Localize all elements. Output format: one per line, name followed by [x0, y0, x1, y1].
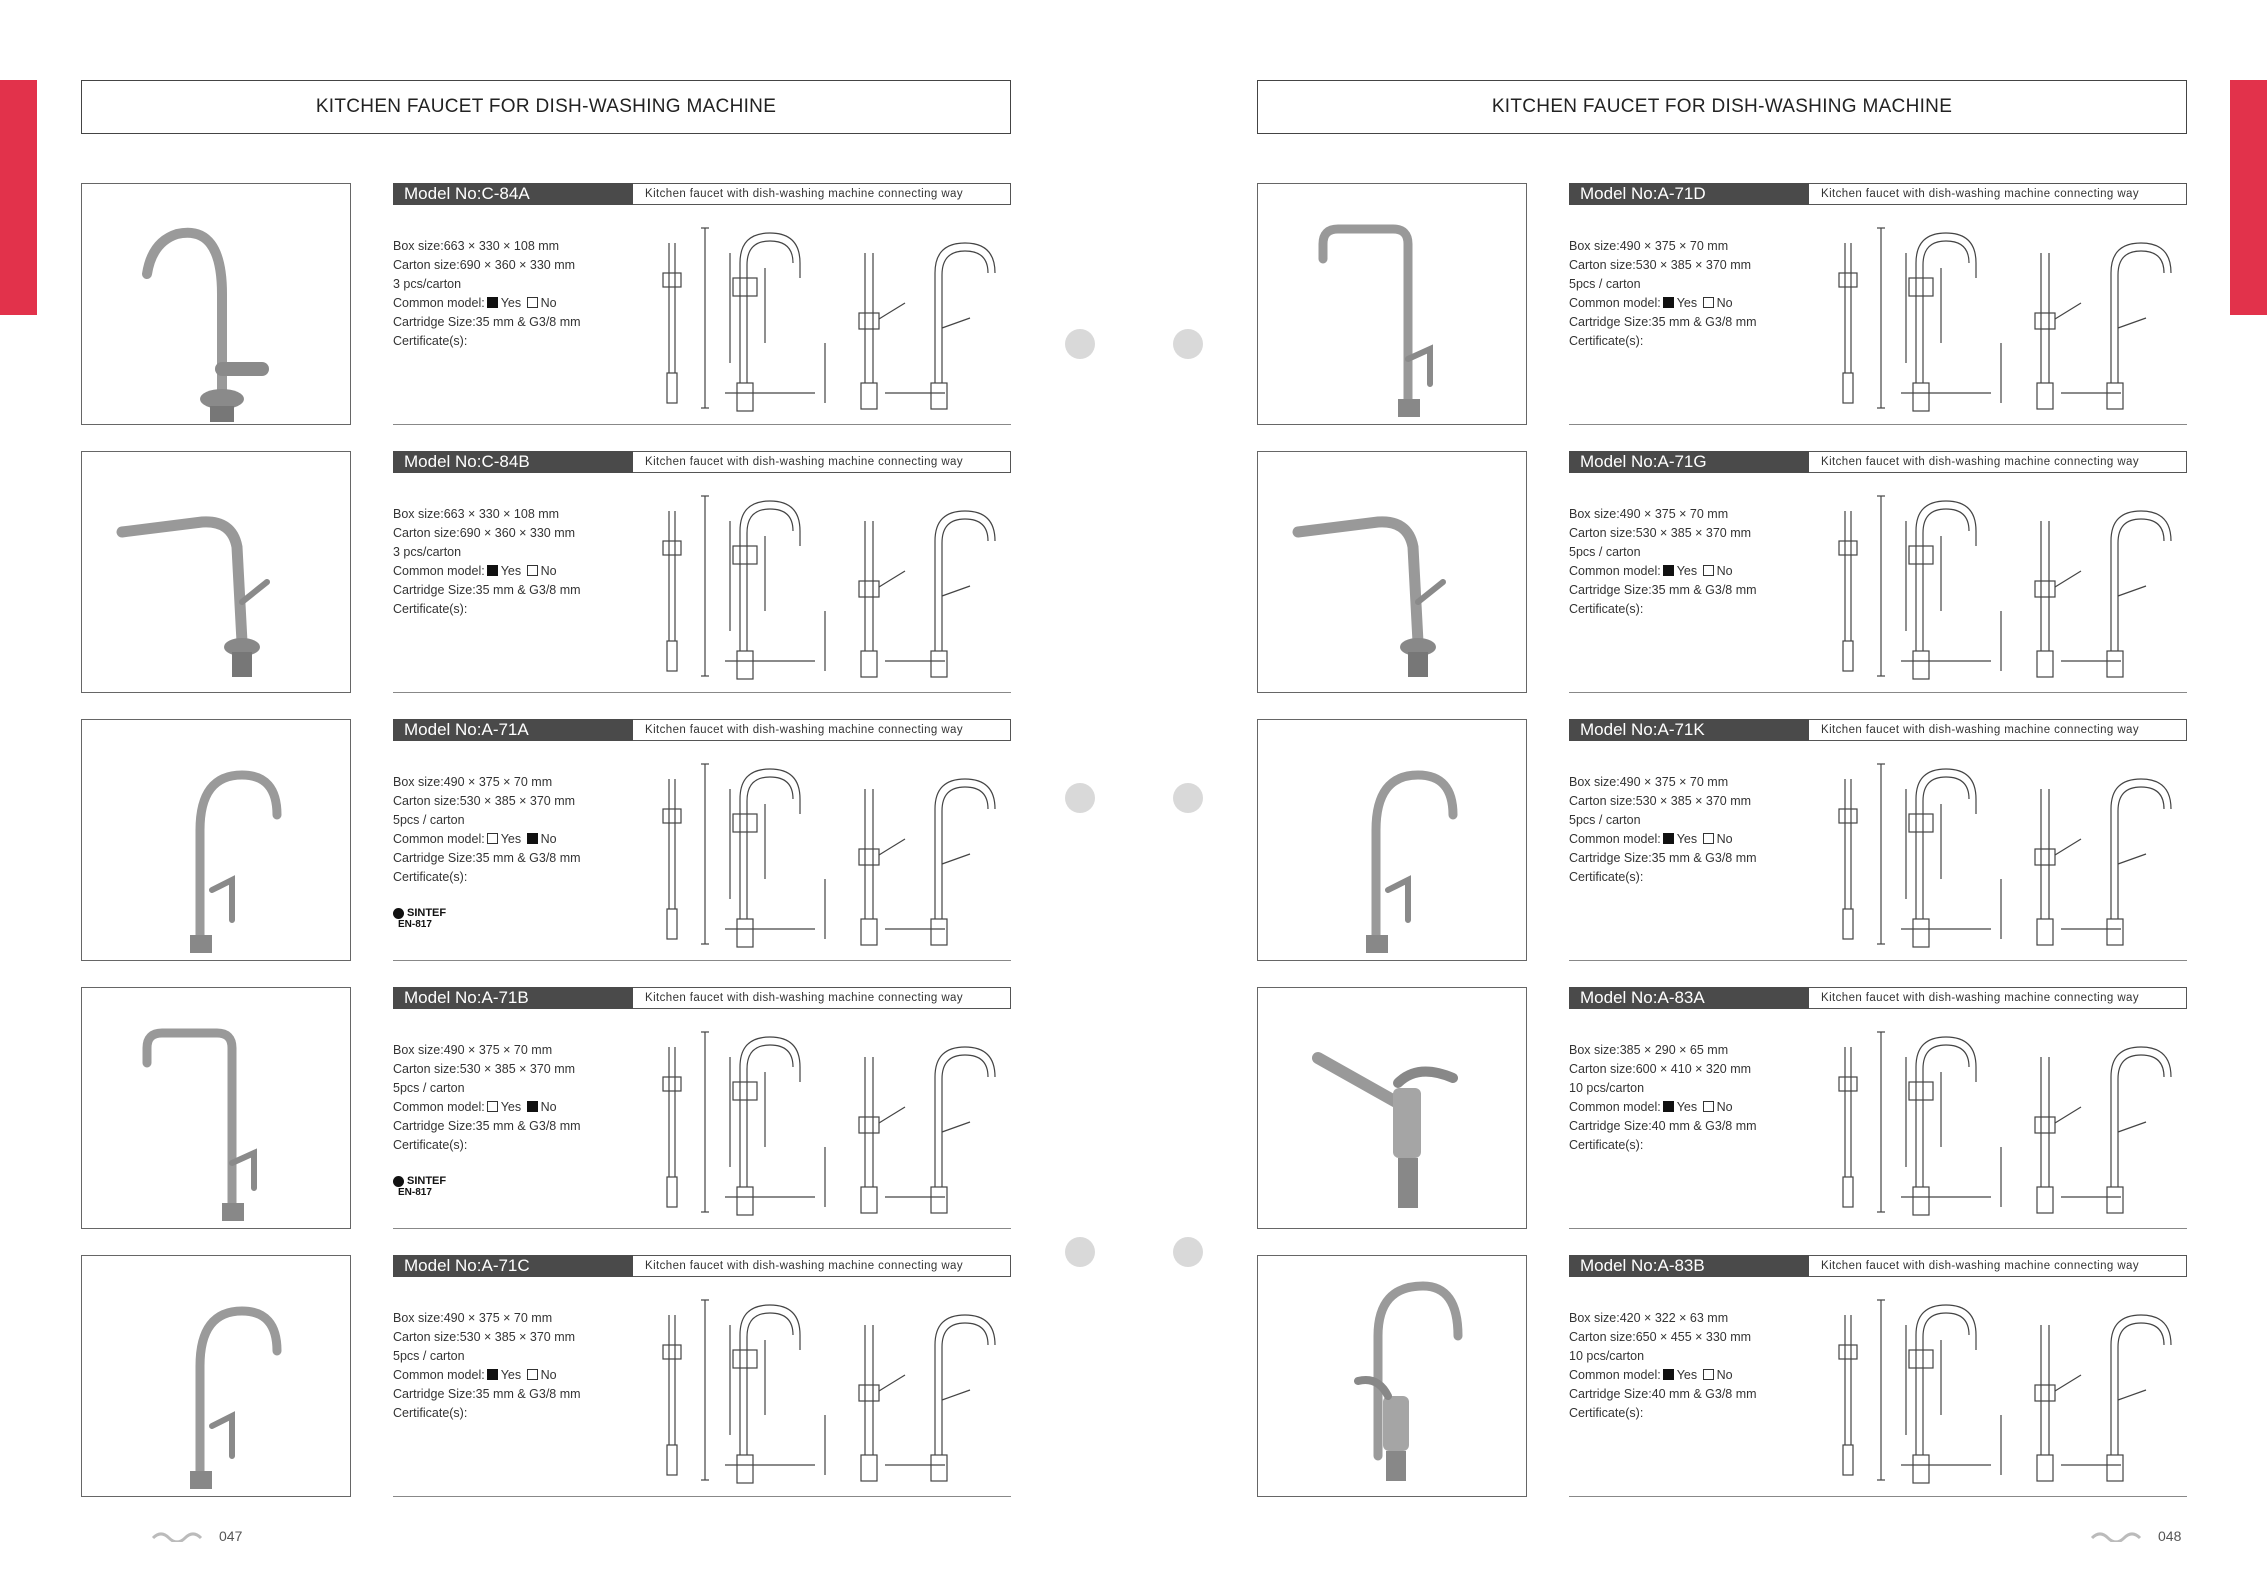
model-number: Model No:A-71K: [1569, 719, 1809, 741]
product-entry: [81, 451, 1011, 693]
certificates-label: Certificate(s):: [393, 1406, 468, 1420]
no-checkbox-icon: [1703, 833, 1714, 844]
cartridge-size: Cartridge Size:40 mm & G3/8 mm: [1569, 1119, 1757, 1133]
no-label: No: [540, 296, 557, 310]
cartridge-size: Cartridge Size:35 mm & G3/8 mm: [1569, 583, 1757, 597]
page-header: KITCHEN FAUCET FOR DISH-WASHING MACHINE: [81, 80, 1011, 134]
model-number: Model No:A-71B: [393, 987, 633, 1009]
dimension-drawing: [1821, 223, 2187, 413]
yes-checkbox-icon: [487, 565, 498, 576]
page-header: KITCHEN FAUCET FOR DISH-WASHING MACHINE: [1257, 80, 2187, 134]
technical-drawing-icon: [645, 1027, 1011, 1217]
spec-list: [393, 773, 643, 887]
common-model-row: [393, 830, 643, 849]
product-info: [1569, 451, 2187, 693]
product-photo: [1257, 719, 1527, 961]
product-info: [393, 719, 1011, 961]
spec-list: [1569, 1309, 1819, 1423]
common-model-label: Common model:: [1569, 832, 1661, 846]
spine-dot: [1173, 329, 1203, 359]
no-checkbox-icon: [527, 833, 538, 844]
model-description: Kitchen faucet with dish-washing machine connecting way: [1809, 451, 2187, 473]
box-size: Box size:385 × 290 × 65 mm: [1569, 1043, 1729, 1057]
cartridge-size: Cartridge Size:40 mm & G3/8 mm: [1569, 1387, 1757, 1401]
spine-dot: [1065, 1237, 1095, 1267]
spec-list: [393, 1041, 643, 1155]
product-entry: [81, 183, 1011, 425]
certificate-standard: EN-817: [398, 919, 432, 930]
carton-size: Carton size:530 × 385 × 370 mm: [393, 1062, 576, 1076]
cartridge-size: Cartridge Size:35 mm & G3/8 mm: [1569, 315, 1757, 329]
yes-label: Yes: [500, 1100, 522, 1114]
spec-list: [393, 237, 643, 351]
yes-checkbox-icon: [1663, 1101, 1674, 1112]
technical-drawing-icon: [1821, 1295, 2187, 1485]
model-bar: [1569, 987, 2187, 1009]
common-model-row: [393, 1098, 643, 1117]
model-description: Kitchen faucet with dish-washing machine connecting way: [633, 1255, 1011, 1277]
certificates-label: Certificate(s):: [393, 602, 468, 616]
spec-list: [393, 505, 643, 619]
red-edge-tab-right: [2230, 80, 2267, 315]
certificates-label: Certificate(s):: [393, 334, 468, 348]
model-description: Kitchen faucet with dish-washing machine connecting way: [1809, 719, 2187, 741]
yes-checkbox-icon: [1663, 297, 1674, 308]
certificate-mark: SINTEF: [407, 907, 447, 919]
no-label: No: [540, 1368, 557, 1382]
common-model-label: Common model:: [1569, 1368, 1661, 1382]
no-label: No: [1716, 1100, 1733, 1114]
cartridge-size: Cartridge Size:35 mm & G3/8 mm: [393, 1119, 581, 1133]
model-bar: [1569, 183, 2187, 205]
product-photo: [1257, 451, 1527, 693]
spec-list: [1569, 237, 1819, 351]
page-footer: [2090, 1528, 2181, 1544]
carton-size: Carton size:530 × 385 × 370 mm: [1569, 794, 1752, 808]
carton-size: Carton size:530 × 385 × 370 mm: [393, 794, 576, 808]
product-entry: [1257, 987, 2187, 1229]
no-checkbox-icon: [1703, 565, 1714, 576]
common-model-label: Common model:: [1569, 1100, 1661, 1114]
model-description: Kitchen faucet with dish-washing machine connecting way: [633, 183, 1011, 205]
dimension-drawing: [1821, 491, 2187, 681]
common-model-row: [393, 1366, 643, 1385]
yes-checkbox-icon: [1663, 1369, 1674, 1380]
product-info: [1569, 987, 2187, 1229]
dimension-drawing: [645, 1027, 1011, 1217]
model-bar: [393, 987, 1011, 1009]
model-bar: [1569, 451, 2187, 473]
faucet-icon: [1258, 988, 1528, 1230]
cartridge-size: Cartridge Size:35 mm & G3/8 mm: [393, 583, 581, 597]
packing-qty: 5pcs / carton: [393, 1081, 465, 1095]
common-model-label: Common model:: [393, 564, 485, 578]
common-model-label: Common model:: [393, 1368, 485, 1382]
model-number: Model No:A-71G: [1569, 451, 1809, 473]
yes-label: Yes: [500, 1368, 522, 1382]
technical-drawing-icon: [1821, 759, 2187, 949]
model-number: Model No:A-71D: [1569, 183, 1809, 205]
common-model-row: [1569, 1098, 1819, 1117]
cartridge-size: Cartridge Size:35 mm & G3/8 mm: [393, 1387, 581, 1401]
no-checkbox-icon: [1703, 1369, 1714, 1380]
product-info: [1569, 1255, 2187, 1497]
packing-qty: 10 pcs/carton: [1569, 1081, 1645, 1095]
certificate-standard: EN-817: [398, 1187, 432, 1198]
red-edge-tab-left: [0, 80, 37, 315]
dimension-drawing: [1821, 1027, 2187, 1217]
no-label: No: [1716, 564, 1733, 578]
product-photo: [81, 719, 351, 961]
technical-drawing-icon: [1821, 223, 2187, 413]
carton-size: Carton size:690 × 360 × 330 mm: [393, 526, 576, 540]
brand-wave-icon: [2090, 1530, 2148, 1542]
box-size: Box size:490 × 375 × 70 mm: [393, 1043, 553, 1057]
cartridge-size: Cartridge Size:35 mm & G3/8 mm: [393, 851, 581, 865]
common-model-label: Common model:: [1569, 564, 1661, 578]
page-number: 047: [219, 1528, 243, 1544]
box-size: Box size:490 × 375 × 70 mm: [393, 775, 553, 789]
product-photo: [1257, 987, 1527, 1229]
spec-list: [1569, 1041, 1819, 1155]
no-label: No: [540, 1100, 557, 1114]
faucet-icon: [1258, 720, 1528, 962]
dimension-drawing: [645, 223, 1011, 413]
yes-label: Yes: [500, 832, 522, 846]
certificates-label: Certificate(s):: [1569, 1138, 1644, 1152]
brand-wave-icon: [151, 1530, 209, 1542]
dimension-drawing: [1821, 1295, 2187, 1485]
cartridge-size: Cartridge Size:35 mm & G3/8 mm: [1569, 851, 1757, 865]
catalog-page-right: [1257, 0, 2187, 1580]
technical-drawing-icon: [645, 759, 1011, 949]
model-number: Model No:A-71A: [393, 719, 633, 741]
packing-qty: 3 pcs/carton: [393, 277, 462, 291]
spec-list: [1569, 773, 1819, 887]
technical-drawing-icon: [645, 223, 1011, 413]
box-size: Box size:490 × 375 × 70 mm: [1569, 775, 1729, 789]
spec-list: [393, 1309, 643, 1423]
dimension-drawing: [1821, 759, 2187, 949]
faucet-icon: [1258, 452, 1528, 694]
common-model-row: [1569, 562, 1819, 581]
yes-checkbox-icon: [487, 833, 498, 844]
product-photo: [81, 987, 351, 1229]
packing-qty: 5pcs / carton: [1569, 277, 1641, 291]
yes-checkbox-icon: [1663, 565, 1674, 576]
product-info: [1569, 719, 2187, 961]
product-photo: [1257, 183, 1527, 425]
catalog-page-left: [81, 0, 1011, 1580]
common-model-label: Common model:: [1569, 296, 1661, 310]
page-footer: [151, 1528, 242, 1544]
no-label: No: [1716, 296, 1733, 310]
yes-checkbox-icon: [487, 1101, 498, 1112]
box-size: Box size:490 × 375 × 70 mm: [1569, 507, 1729, 521]
dimension-drawing: [645, 1295, 1011, 1485]
certificates-label: Certificate(s):: [1569, 602, 1644, 616]
certificate-badge: [393, 1175, 473, 1209]
model-description: Kitchen faucet with dish-washing machine connecting way: [1809, 183, 2187, 205]
carton-size: Carton size:530 × 385 × 370 mm: [1569, 258, 1752, 272]
product-entry: [81, 1255, 1011, 1497]
packing-qty: 5pcs / carton: [1569, 813, 1641, 827]
sintef-logo-icon: [393, 1176, 404, 1187]
spine-dot: [1065, 783, 1095, 813]
no-label: No: [540, 832, 557, 846]
spine-dot: [1173, 783, 1203, 813]
model-description: Kitchen faucet with dish-washing machine connecting way: [633, 451, 1011, 473]
model-number: Model No:A-83A: [1569, 987, 1809, 1009]
dimension-drawing: [645, 759, 1011, 949]
carton-size: Carton size:690 × 360 × 330 mm: [393, 258, 576, 272]
product-entry: [1257, 451, 2187, 693]
product-info: [393, 987, 1011, 1229]
yes-checkbox-icon: [487, 1369, 498, 1380]
faucet-icon: [1258, 1256, 1528, 1498]
product-entry: [1257, 183, 2187, 425]
product-entry: [1257, 719, 2187, 961]
spine-dot: [1173, 1237, 1203, 1267]
model-number: Model No:C-84B: [393, 451, 633, 473]
product-photo: [81, 183, 351, 425]
no-checkbox-icon: [1703, 1101, 1714, 1112]
carton-size: Carton size:530 × 385 × 370 mm: [393, 1330, 576, 1344]
technical-drawing-icon: [645, 491, 1011, 681]
product-info: [393, 451, 1011, 693]
model-description: Kitchen faucet with dish-washing machine connecting way: [633, 719, 1011, 741]
no-checkbox-icon: [527, 1369, 538, 1380]
certificates-label: Certificate(s):: [1569, 1406, 1644, 1420]
product-photo: [1257, 1255, 1527, 1497]
faucet-icon: [82, 1256, 352, 1498]
certificates-label: Certificate(s):: [1569, 334, 1644, 348]
spine-dot: [1065, 329, 1095, 359]
technical-drawing-icon: [1821, 491, 2187, 681]
model-bar: [393, 183, 1011, 205]
spec-list: [1569, 505, 1819, 619]
packing-qty: 5pcs / carton: [1569, 545, 1641, 559]
packing-qty: 5pcs / carton: [393, 813, 465, 827]
no-checkbox-icon: [1703, 297, 1714, 308]
no-label: No: [1716, 1368, 1733, 1382]
faucet-icon: [82, 184, 352, 426]
yes-label: Yes: [500, 296, 522, 310]
carton-size: Carton size:650 × 455 × 330 mm: [1569, 1330, 1752, 1344]
certificate-mark: SINTEF: [407, 1175, 447, 1187]
yes-checkbox-icon: [1663, 833, 1674, 844]
common-model-label: Common model:: [393, 1100, 485, 1114]
box-size: Box size:663 × 330 × 108 mm: [393, 239, 560, 253]
certificates-label: Certificate(s):: [393, 1138, 468, 1152]
yes-label: Yes: [500, 564, 522, 578]
common-model-row: [1569, 294, 1819, 313]
product-info: [1569, 183, 2187, 425]
common-model-row: [1569, 830, 1819, 849]
model-bar: [393, 451, 1011, 473]
product-info: [393, 1255, 1011, 1497]
no-checkbox-icon: [527, 565, 538, 576]
packing-qty: 10 pcs/carton: [1569, 1349, 1645, 1363]
model-description: Kitchen faucet with dish-washing machine connecting way: [633, 987, 1011, 1009]
box-size: Box size:490 × 375 × 70 mm: [393, 1311, 553, 1325]
technical-drawing-icon: [645, 1295, 1011, 1485]
box-size: Box size:663 × 330 × 108 mm: [393, 507, 560, 521]
product-entry: [1257, 1255, 2187, 1497]
faucet-icon: [82, 720, 352, 962]
yes-label: Yes: [1676, 1100, 1698, 1114]
yes-checkbox-icon: [487, 297, 498, 308]
common-model-label: Common model:: [393, 832, 485, 846]
dimension-drawing: [645, 491, 1011, 681]
sintef-logo-icon: [393, 908, 404, 919]
no-checkbox-icon: [527, 297, 538, 308]
cartridge-size: Cartridge Size:35 mm & G3/8 mm: [393, 315, 581, 329]
common-model-row: [1569, 1366, 1819, 1385]
product-photo: [81, 1255, 351, 1497]
model-description: Kitchen faucet with dish-washing machine connecting way: [1809, 987, 2187, 1009]
box-size: Box size:490 × 375 × 70 mm: [1569, 239, 1729, 253]
certificate-badge: [393, 907, 473, 941]
faucet-icon: [82, 988, 352, 1230]
common-model-row: [393, 294, 643, 313]
carton-size: Carton size:600 × 410 × 320 mm: [1569, 1062, 1752, 1076]
box-size: Box size:420 × 322 × 63 mm: [1569, 1311, 1729, 1325]
carton-size: Carton size:530 × 385 × 370 mm: [1569, 526, 1752, 540]
product-entry: [81, 987, 1011, 1229]
product-info: [393, 183, 1011, 425]
model-bar: [1569, 1255, 2187, 1277]
certificates-label: Certificate(s):: [393, 870, 468, 884]
yes-label: Yes: [1676, 564, 1698, 578]
product-entry: [81, 719, 1011, 961]
no-label: No: [540, 564, 557, 578]
yes-label: Yes: [1676, 1368, 1698, 1382]
no-checkbox-icon: [527, 1101, 538, 1112]
model-number: Model No:A-83B: [1569, 1255, 1809, 1277]
faucet-icon: [1258, 184, 1528, 426]
certificates-label: Certificate(s):: [1569, 870, 1644, 884]
yes-label: Yes: [1676, 832, 1698, 846]
packing-qty: 3 pcs/carton: [393, 545, 462, 559]
model-number: Model No:A-71C: [393, 1255, 633, 1277]
technical-drawing-icon: [1821, 1027, 2187, 1217]
model-bar: [1569, 719, 2187, 741]
model-number: Model No:C-84A: [393, 183, 633, 205]
model-description: Kitchen faucet with dish-washing machine connecting way: [1809, 1255, 2187, 1277]
packing-qty: 5pcs / carton: [393, 1349, 465, 1363]
faucet-icon: [82, 452, 352, 694]
product-photo: [81, 451, 351, 693]
common-model-label: Common model:: [393, 296, 485, 310]
model-bar: [393, 1255, 1011, 1277]
page-number: 048: [2158, 1528, 2182, 1544]
model-bar: [393, 719, 1011, 741]
no-label: No: [1716, 832, 1733, 846]
common-model-row: [393, 562, 643, 581]
yes-label: Yes: [1676, 296, 1698, 310]
